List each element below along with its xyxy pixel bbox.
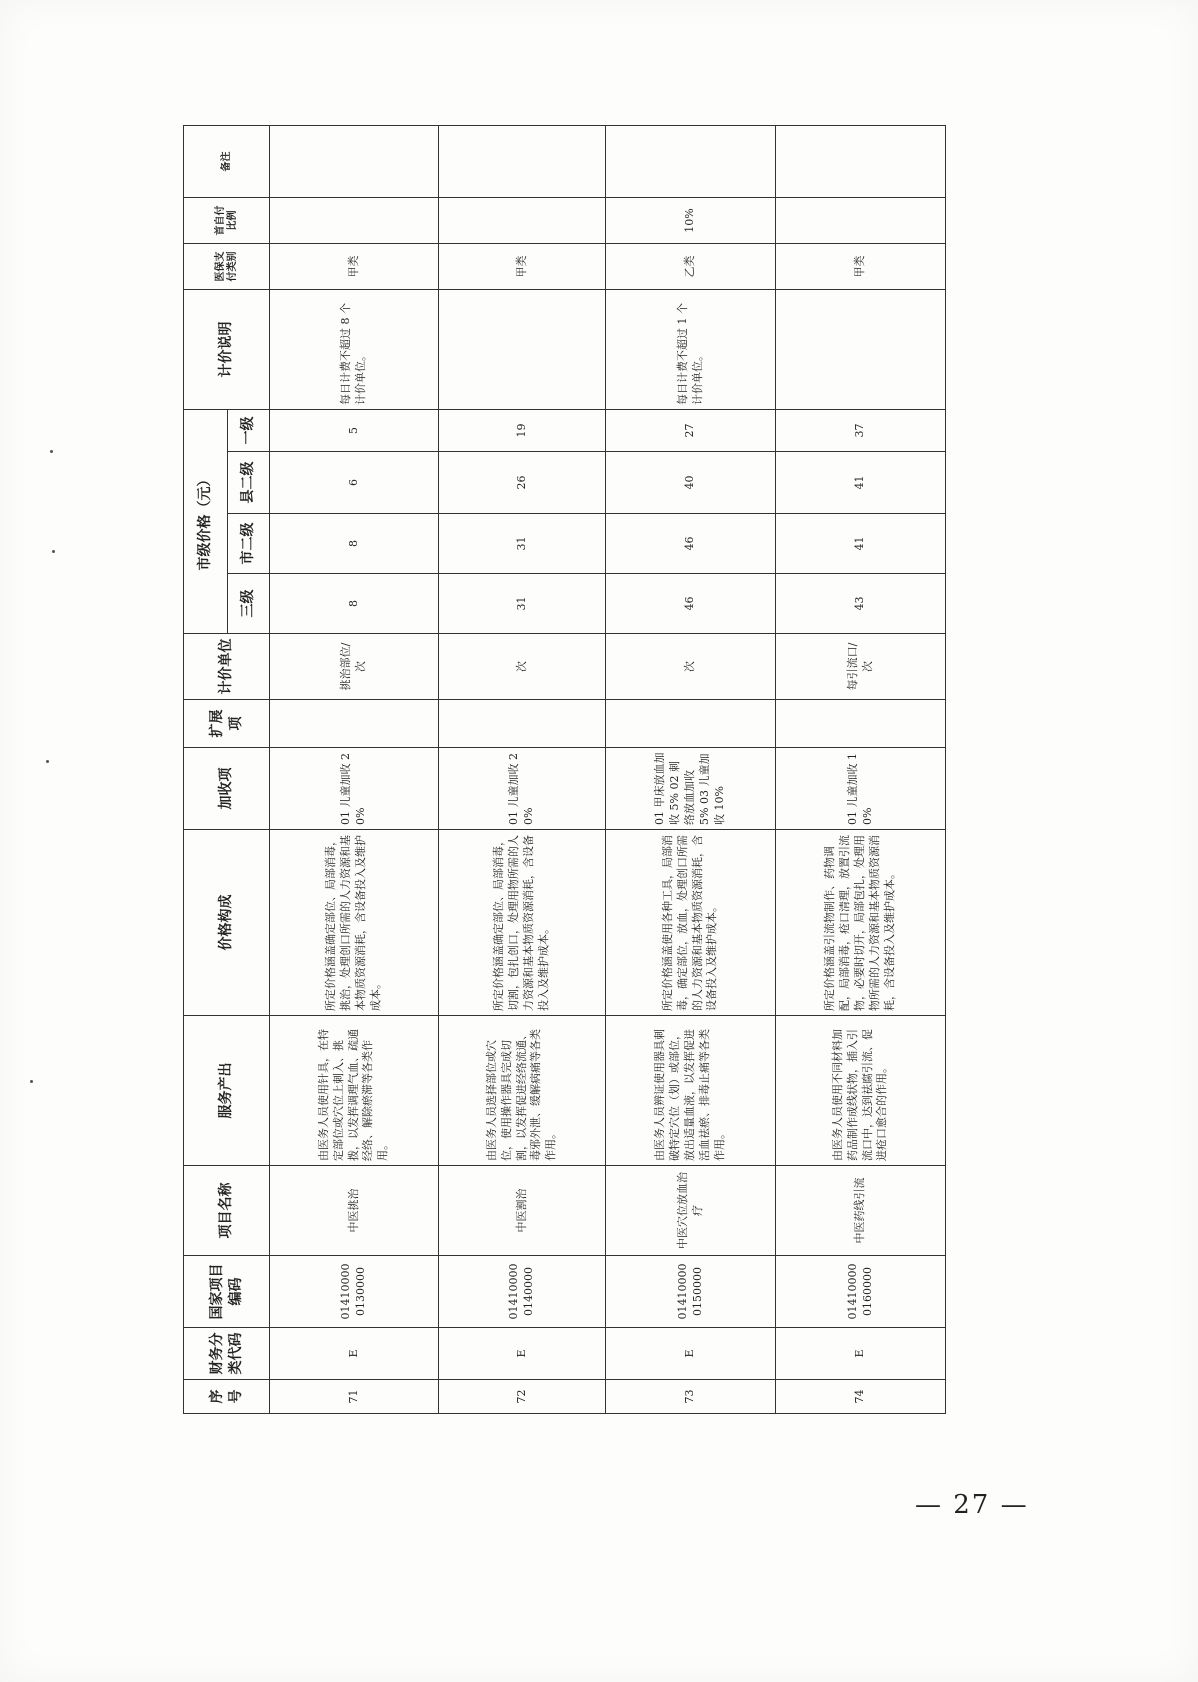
cell-level1: 27 bbox=[606, 410, 776, 452]
cell-composition: 所定价格涵盖确定部位、局部消毒，挑治，处理创口所需的人力资源和基本物质资源消耗，含设备投入及维护成本。 bbox=[270, 830, 439, 1016]
cell-self-pay: 10% bbox=[606, 198, 776, 244]
cell-fin-code: E bbox=[270, 1328, 439, 1380]
cell-city2: 31 bbox=[439, 514, 606, 574]
cell-surcharge: 01 儿童加收 20% bbox=[439, 748, 606, 830]
cell-city2: 46 bbox=[606, 514, 776, 574]
cell-name: 中医割治 bbox=[439, 1166, 606, 1256]
table-row bbox=[606, 126, 776, 1414]
cell-insurance: 甲类 bbox=[270, 244, 439, 290]
scan-speck bbox=[50, 450, 53, 453]
cell-fin-code: E bbox=[439, 1328, 606, 1380]
cell-county2: 40 bbox=[606, 452, 776, 514]
cell-surcharge: 01 甲床放血加收 5% 02 刺络放血加收 5% 03 儿童加收 10% bbox=[606, 748, 776, 830]
cell-notes: 每日计费不超过 1 个计价单位。 bbox=[606, 290, 776, 410]
header-level3: 三级 bbox=[228, 574, 270, 634]
cell-remark bbox=[606, 126, 776, 198]
rotated-table-container bbox=[183, 151, 945, 1414]
cell-self-pay bbox=[776, 198, 946, 244]
cell-insurance: 甲类 bbox=[439, 244, 606, 290]
cell-nat-code: 01410000 0150000 bbox=[606, 1256, 776, 1328]
cell-level1: 37 bbox=[776, 410, 946, 452]
header-extension: 扩展项 bbox=[184, 700, 270, 748]
cell-notes bbox=[439, 290, 606, 410]
header-price-group: 市级价格（元） bbox=[184, 410, 228, 634]
cell-output: 由医务人员使用不同材料加药品制作成线状物，插入引流口中，达到祛腐引流、促进疮口愈合的作用。 bbox=[776, 1016, 946, 1166]
cell-unit: 次 bbox=[439, 634, 606, 700]
cell-unit: 每引流口/次 bbox=[776, 634, 946, 700]
cell-level3: 31 bbox=[439, 574, 606, 634]
cell-seq: 71 bbox=[270, 1380, 439, 1414]
cell-output: 由医务人员选择部位或穴位，使用操作器具完成切割，以发挥促进经络流通、毒邪外泄、缓解病痛等各类作用。 bbox=[439, 1016, 606, 1166]
cell-seq: 73 bbox=[606, 1380, 776, 1414]
cell-name: 中医穴位放血治疗 bbox=[606, 1166, 776, 1256]
cell-county2: 26 bbox=[439, 452, 606, 514]
header-name: 项目名称 bbox=[184, 1166, 270, 1256]
scan-speck bbox=[46, 760, 49, 763]
cell-city2: 8 bbox=[270, 514, 439, 574]
cell-remark bbox=[776, 126, 946, 198]
page-number: — 27 — bbox=[915, 1490, 1029, 1520]
header-nat-code: 国家项目编码 bbox=[184, 1256, 270, 1328]
header-remark: 备注 bbox=[184, 126, 270, 198]
cell-insurance: 甲类 bbox=[776, 244, 946, 290]
cell-county2: 6 bbox=[270, 452, 439, 514]
cell-fin-code: E bbox=[776, 1328, 946, 1380]
header-composition: 价格构成 bbox=[184, 830, 270, 1016]
cell-extension bbox=[776, 700, 946, 748]
cell-seq: 72 bbox=[439, 1380, 606, 1414]
cell-nat-code: 01410000 0130000 bbox=[270, 1256, 439, 1328]
cell-level3: 43 bbox=[776, 574, 946, 634]
cell-level1: 19 bbox=[439, 410, 606, 452]
cell-output: 由医务人员使用针具，在特定部位或穴位上刺入、挑拨，以发挥调理气血、疏通经络、解除瘀滞等各类作用。 bbox=[270, 1016, 439, 1166]
cell-insurance: 乙类 bbox=[606, 244, 776, 290]
header-output: 服务产出 bbox=[184, 1016, 270, 1166]
cell-unit: 次 bbox=[606, 634, 776, 700]
header-level1: 一级 bbox=[228, 410, 270, 452]
cell-extension bbox=[606, 700, 776, 748]
cell-city2: 41 bbox=[776, 514, 946, 574]
table-row bbox=[776, 126, 946, 1414]
cell-remark bbox=[270, 126, 439, 198]
cell-notes bbox=[776, 290, 946, 410]
cell-name: 中医挑治 bbox=[270, 1166, 439, 1256]
header-seq: 序号 bbox=[184, 1380, 270, 1414]
header-insurance: 医保支付类别 bbox=[184, 244, 270, 290]
cell-nat-code: 01410000 0160000 bbox=[776, 1256, 946, 1328]
cell-nat-code: 01410000 0140000 bbox=[439, 1256, 606, 1328]
scan-speck bbox=[30, 1080, 33, 1083]
table-row bbox=[270, 126, 439, 1414]
cell-self-pay bbox=[439, 198, 606, 244]
scan-speck bbox=[52, 550, 55, 553]
cell-name: 中医药线引流 bbox=[776, 1166, 946, 1256]
cell-level3: 46 bbox=[606, 574, 776, 634]
price-table bbox=[183, 125, 946, 1414]
header-city2: 市二级 bbox=[228, 514, 270, 574]
cell-surcharge: 01 儿童加收 20% bbox=[270, 748, 439, 830]
cell-extension bbox=[270, 700, 439, 748]
cell-level3: 8 bbox=[270, 574, 439, 634]
header-fin-code: 财务分类代码 bbox=[184, 1328, 270, 1380]
table-row bbox=[439, 126, 606, 1414]
header-self-pay: 首自付比例 bbox=[184, 198, 270, 244]
header-unit: 计价单位 bbox=[184, 634, 270, 700]
cell-composition: 所定价格涵盖引流物制作、药物调配，局部消毒，疮口清理，放置引流物，必要时切开，局部包扎，处理用物所需的人力资源和基本物质资源消耗，含设备投入及维护成本。 bbox=[776, 830, 946, 1016]
cell-composition: 所定价格涵盖使用各种工具，局部消毒，确定部位，放血，处理创口所需的人力资源和基本物质资源消耗，含设备投入及维护成本。 bbox=[606, 830, 776, 1016]
header-surcharge: 加收项 bbox=[184, 748, 270, 830]
cell-fin-code: E bbox=[606, 1328, 776, 1380]
cell-self-pay bbox=[270, 198, 439, 244]
header-county2: 县二级 bbox=[228, 452, 270, 514]
cell-output: 由医务人员辨证使用器具刺破特定穴位（划）或部位，放出适量血液，以发挥促进活血祛瘀、排毒止痛等各类作用。 bbox=[606, 1016, 776, 1166]
cell-notes: 每日计费不超过 8 个计价单位。 bbox=[270, 290, 439, 410]
cell-county2: 41 bbox=[776, 452, 946, 514]
cell-seq: 74 bbox=[776, 1380, 946, 1414]
cell-level1: 5 bbox=[270, 410, 439, 452]
cell-composition: 所定价格涵盖确定部位、局部消毒，切割，包扎创口，处理用物所需的人力资源和基本物质资源消耗，含设备投入及维护成本。 bbox=[439, 830, 606, 1016]
header-notes: 计价说明 bbox=[184, 290, 270, 410]
cell-extension bbox=[439, 700, 606, 748]
cell-unit: 挑治部位/次 bbox=[270, 634, 439, 700]
cell-remark bbox=[439, 126, 606, 198]
cell-surcharge: 01 儿童加收 10% bbox=[776, 748, 946, 830]
